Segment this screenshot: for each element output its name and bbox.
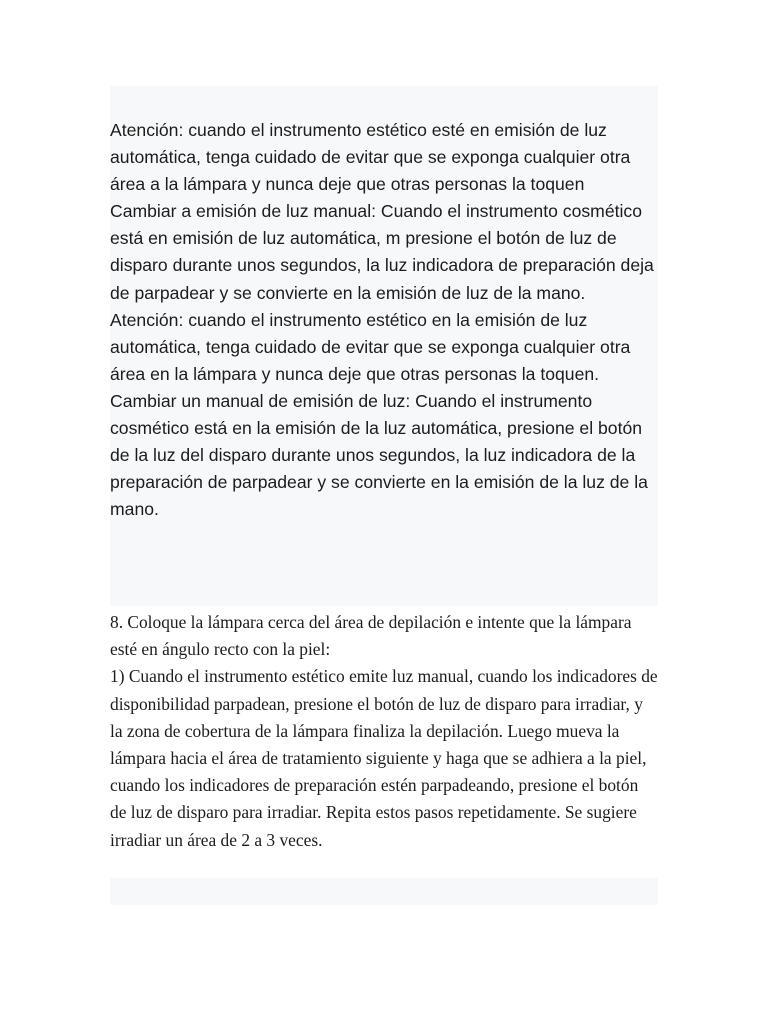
serif-text-section	[110, 606, 658, 878]
footer-strip	[110, 878, 658, 905]
paragraph-attention-2: Atención: cuando el instrumento estético en la emisión de luz automática, tenga cuidado de evitar que se exponga cualquier otra área en la lámpara y nunca deje que otras personas la toquen.	[110, 309, 631, 384]
paragraph-attention-1: Atención: cuando el instrumento estético esté en emisión de luz automática, tenga cuidado de evitar que se exponga cualquier otra área a la lámpara y nunca deje que otras personas la toquen	[110, 120, 631, 195]
paragraph-switch-manual-1: Cambiar a emisión de luz manual: Cuando el instrumento cosmético está en emisión de luz automática, m presione el botón de luz de disparo durante unos segundos, la luz indicadora de preparación deja de parpadear y se convierte en la emisión de luz de la mano.	[110, 201, 654, 303]
paragraph-step-8: 8. Coloque la lámpara cerca del área de depilación e intente que la lámpara esté en ángulo recto con la piel:	[110, 612, 632, 660]
sans-text-section	[110, 86, 658, 606]
paragraph-switch-manual-2: Cambiar un manual de emisión de luz: Cuando el instrumento cosmético está en la emisión de la luz automática, presione el botón de la luz del disparo durante unos segundos, la luz indicadora de la preparación de parpadear y se convierte en la emisión de la luz de la mano.	[110, 390, 648, 520]
paragraph-step-8-1: 1) Cuando el instrumento estético emite luz manual, cuando los indicadores de disponibilidad parpadean, presione el botón de luz de disparo para irradiar, y la zona de cobertura de la lámpara finaliza la depilación. Luego mueva la lámpara hacia el área de tratamiento siguiente y haga que se adhiera a la piel, cuando los indicadores de preparación estén parpadeando, presione el botón de luz de disparo para irradiar. Repita estos pasos repetidamente. Se sugiere irradiar un área de 2 a 3 veces.	[110, 666, 658, 850]
